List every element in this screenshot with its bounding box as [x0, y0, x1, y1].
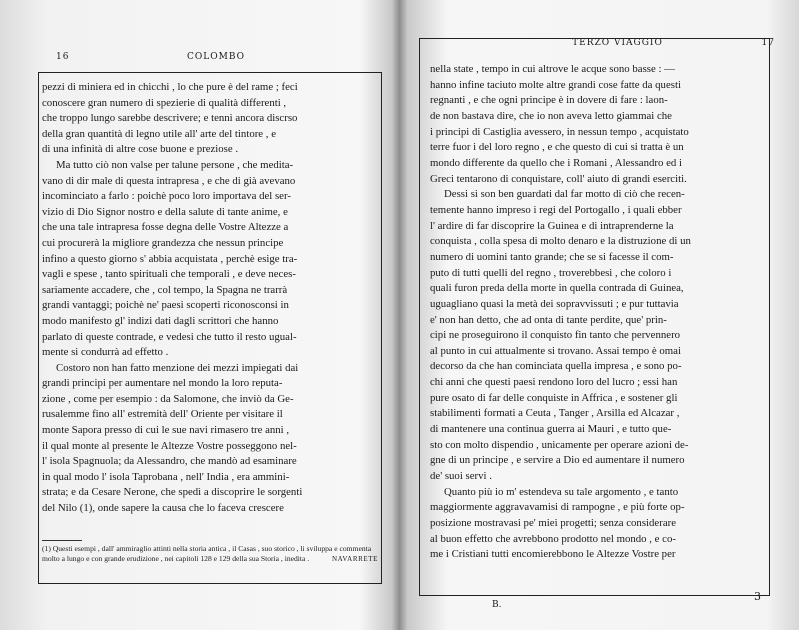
text-line: Dessi si son ben guardati dal far motto di ciò che recen- [444, 188, 685, 201]
text-line: maggiormente aggravavamisi di rampogne , e più forte op- [430, 501, 685, 514]
text-line: del Nilo (1), onde sapere la causa che lo faceva crescere [42, 502, 284, 515]
text-line: che una tale intrapresa fosse degna delle Vostre Altezze a [42, 221, 289, 234]
text-line: sto con molto dispendio , unicamente per operare azioni de- [430, 438, 689, 451]
text-line: i principi di Castiglia avessero, in nessun tempo , acquistato [430, 125, 689, 138]
text-line: di mantenere una continua guerra ai Mauri , e tutto que- [430, 423, 672, 436]
text-line: vano di dir male di questa intrapresa , e che di già avevano [42, 174, 296, 187]
text-line: Greci tentarono di conquistare, coll' aiuto di grandi eserciti. [430, 172, 687, 185]
text-line: Ma tutto ciò non valse per talune persone , che medita- [56, 158, 294, 171]
page-number: 17 [761, 38, 775, 48]
text-line: mondo differente da quello che i Romani , Alessandro ed i [430, 156, 682, 169]
text-line: cui procurerà la migliore grandezza che nessun principe [42, 236, 284, 249]
text-line: uguagliano quasi la metà dei sopravvissuti ; e pur tuttavia [430, 297, 679, 310]
text-line: al punto in cui attualmente si trovano. Assai tempo è omai [430, 344, 681, 357]
text-line: e' non han detto, che ad onta di tante perdite, que' prin- [430, 313, 667, 326]
text-line: de' suoi servi . [430, 470, 492, 483]
text-line: monte Sapora presso di cui le sue navi rimasero tre anni , [42, 424, 290, 437]
footnote-rule [42, 540, 82, 541]
text-line: grandi principi per aumentare nel mondo la loro reputa- [42, 377, 283, 390]
text-line: incominciato a farlo : poichè poco loro importava del ser- [42, 190, 291, 203]
text-line: chi anni che questi paesi rendono loro del lucro ; essi han [430, 376, 678, 389]
text-line: il qual monte al presente le Altezze Vostre posseggono nel- [42, 439, 297, 452]
text-line: cipi ne proseguirono il conquisto fin tanto che pervennero [430, 329, 681, 342]
text-line: gne di un principe , e servire a Dio ed aumentare il numero [430, 454, 685, 467]
text-line: che troppo lungo sarebbe descrivere; e tenni ancora discrso [42, 112, 298, 125]
text-line: conquista , colla spesa di molto denaro e la distruzione di un [430, 235, 691, 248]
text-line: pezzi di miniera ed in chicchi , lo che pure è del rame ; feci [42, 81, 298, 93]
text-line: hanno infine taciuto molte altre grandi cose fatte da questi [430, 78, 681, 91]
text-line: Quanto più io m' estendeva su tale argomento , e tanto [444, 485, 679, 498]
text-line: della gran quantità di legno utile all' arte del tintore , e [42, 127, 276, 140]
text-line: vizio di Dio Signor nostro e della salute di tante anime, e [42, 205, 288, 218]
text-line: stabilimenti formati a Ceuta , Tanger , Arsilla ed Alcazar , [430, 407, 680, 420]
footnote-text: (1) Questi esempi , dall' ammiraglio attinti nella storia antica , il Casas , suo storico , li sviluppa e commenta molto a lungo e con grande erudizione , nei capitoli 128 e 129 della sua Storia , inedita . [42, 544, 372, 563]
text-line: decorso da che han cominciata quella impresa , e sono po- [430, 360, 682, 373]
text-line: pure osato di far delle conquiste in Affrica , e sostener gli [430, 391, 678, 404]
text-line: di una infinità di altre cose buone e preziose . [42, 143, 239, 156]
text-line: nella state , tempo in cui altrove le acque sono basse : — [430, 63, 675, 75]
text-line: vagli e spese , tanto spirituali che temporali , e deve neces- [42, 268, 296, 281]
text-line: modo manifesto gl' indizi dati dagli scrittori che hanno [42, 314, 279, 327]
text-line: de non bastava dire, che io non aveva letto giammai che [430, 109, 672, 122]
text-line: posizione mostravasi pe' miei progetti; senza considerare [430, 517, 676, 530]
text-line: puto di tutti quelli del regno , troverebbesi , che coloro i [430, 266, 672, 279]
text-line: regnanti , e che ogni principe è in dovere di fare : laon- [430, 94, 668, 107]
body-text [430, 62, 762, 563]
running-title: COLOMBO [187, 52, 245, 62]
text-line: grandi vantaggi; poichè ne' paesi scoperti riconosconsi in [42, 299, 289, 312]
text-line: parlato di queste contrade, e vedesi che tutto il resto ugual- [42, 330, 297, 343]
text-line: l' ardire di far discoprire la Guinea e di intraprenderne la [430, 219, 674, 232]
footnote-signature: NAVARRETE [332, 555, 378, 563]
running-title: TERZO VIAGGIO [572, 38, 663, 48]
text-line: in qual modo l' isola Taprobana , nell' India , era ammini- [42, 470, 290, 483]
text-line: al buon effetto che avrebbono prodotto nel mondo , e co- [430, 532, 676, 545]
text-line: mente si condurrà ad effetto . [42, 346, 169, 359]
signature-mark: B. [492, 600, 502, 610]
right-page [400, 0, 799, 630]
body-text [42, 80, 380, 517]
text-line: Costoro non han fatto menzione dei mezzi impiegati dai [56, 361, 299, 374]
text-line: sariamente accadere, che , col tempo, la Spagna ne trarrà [42, 283, 288, 296]
text-line: infino a questo giorno s' abbia acquistata , perchè esige tra- [42, 252, 298, 265]
left-page [0, 0, 398, 630]
text-line: temente hanno impreso i regi del Portogallo , i quali ebber [430, 203, 682, 216]
sheet-number: 3 [754, 590, 761, 603]
text-line: rusalemme fino all' estremità dell' Oriente per visitare il [42, 408, 283, 421]
text-line: strata; e da Cesare Nerone, che spedì a discoprire le sorgenti [42, 486, 303, 499]
footnote [42, 544, 378, 564]
text-line: conoscere gran numero di spezierie di qualità differenti , [42, 96, 287, 109]
text-line: terre fuor i del loro regno , e che questo di cui si tratta è un [430, 141, 684, 154]
text-line: l' isola Spagnuola; da Alessandro, che mandò ad esaminare [42, 455, 297, 468]
page-number: 16 [56, 52, 70, 62]
text-line: zione , come per esempio : da Salomone, che inviò da Ge- [42, 392, 294, 405]
text-line: numero di uomini tanto grande; che se si facesse il com- [430, 250, 674, 263]
text-line: quali furon preda della morte in quella contrada di Guinea, [430, 282, 684, 295]
text-line: me i Cristiani tutti encomierebbono le Altezze Vostre per [430, 548, 676, 561]
